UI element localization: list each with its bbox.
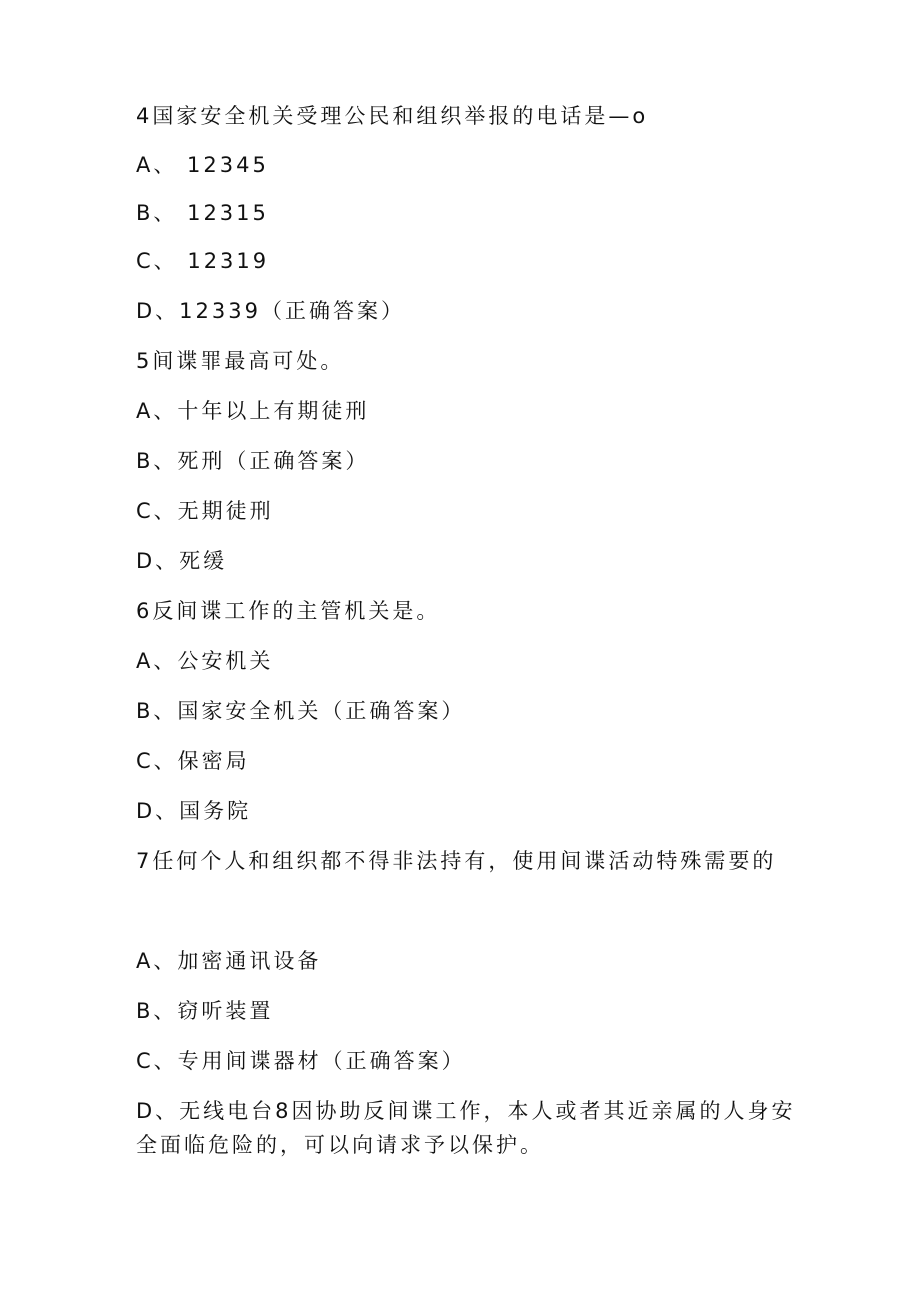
question-5-option-a: A、十年以上有期徒刑 [136, 399, 370, 423]
question-4-option-b: B、 12315 [136, 201, 269, 225]
question-6-option-d: D、国务院 [136, 799, 252, 823]
question-6-stem: 6反间谍工作的主管机关是。 [136, 599, 441, 623]
question-7-option-b: B、窃听装置 [136, 999, 274, 1023]
question-4-option-c: C、 12319 [136, 249, 270, 273]
question-7-option-d-and-question-8: D、无线电台8因协助反间谍工作，本人或者其近亲属的人身安全面临危险的，可以向请求予以保护。 [136, 1099, 796, 1157]
question-6-option-b: B、国家安全机关（正确答案） [136, 699, 466, 723]
question-4-option-a: A、 12345 [136, 153, 269, 177]
question-4-stem: 4国家安全机关受理公民和组织举报的电话是—o [136, 104, 649, 128]
question-6-option-c: C、保密局 [136, 749, 250, 773]
question-7-option-a: A、加密通讯设备 [136, 949, 322, 973]
question-7-option-c: C、专用间谍器材（正确答案） [136, 1049, 466, 1073]
question-5-option-c: C、无期徒刑 [136, 499, 274, 523]
question-5-option-d: D、死缓 [136, 549, 228, 573]
question-6-option-a: A、公安机关 [136, 649, 274, 673]
question-4-option-d: D、12339（正确答案） [136, 299, 405, 323]
question-5-option-b: B、死刑（正确答案） [136, 449, 370, 473]
question-5-stem: 5间谍罪最高可处。 [136, 349, 345, 373]
question-7-stem: 7任何个人和组织都不得非法持有，使用间谍活动特殊需要的 [136, 849, 777, 873]
